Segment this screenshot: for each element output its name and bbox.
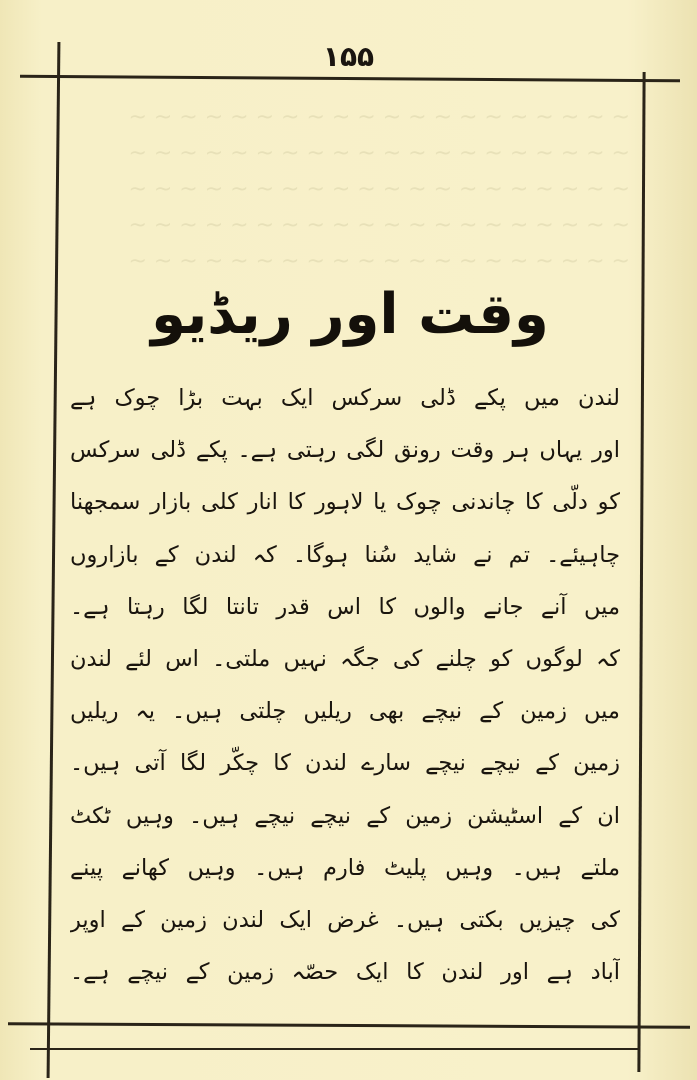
text-line: آباد ہے اور لندن کا ایک حصّہ زمین کے نیچے ہے۔ <box>70 959 620 986</box>
text-line: ملتے ہیں۔ وہیں پلیٹ فارم ہیں۔ وہیں کھانے پینے <box>70 854 620 881</box>
bottom-border-rule <box>8 1022 690 1029</box>
text-line: لندن میں پکے ڈلی سرکس ایک بہت بڑا چوک ہے <box>70 385 620 411</box>
text-line: کو دلّی کا چاندنی چوک یا لاہور کا انار کلی بازار سمجھنا <box>70 489 620 516</box>
text-line: زمین کے نیچے نیچے سارے لندن کا چکّر لگا آتی ہیں۔ <box>70 750 620 777</box>
text-line: کہ لوگوں کو چلنے کی جگہ نہیں ملتی۔ اس لئے لندن <box>70 645 620 672</box>
text-line: ان کے اسٹیشن زمین کے نیچے نیچے ہیں۔ وہیں ٹکٹ <box>70 802 620 829</box>
text-line: کی چیزیں بکتی ہیں۔ غرض ایک لندن زمین کے اوپر <box>70 906 620 933</box>
page-number: ۱۵۵ <box>322 40 375 73</box>
body-text <box>70 372 620 998</box>
top-border-rule <box>20 75 680 83</box>
text-line: میں آنے جانے والوں کا اس قدر تانتا لگا رہتا ہے۔ <box>70 593 620 620</box>
text-line: میں زمین کے نیچے بھی ریلیں چلتی ہیں۔ یہ ریلیں <box>70 698 620 725</box>
left-border-rule <box>47 42 61 1078</box>
page-title: وقت اور ریڈیو <box>151 282 549 347</box>
text-line: چاہیئے۔ تم نے شاید سُنا ہوگا۔ کہ لندن کے بازاروں <box>70 541 620 568</box>
right-border-rule <box>637 72 645 1072</box>
bottom-inner-rule <box>30 1048 640 1050</box>
text-line: اور یہاں ہر وقت رونق لگی رہتی ہے۔ پکے ڈلی سرکس <box>70 437 620 464</box>
bleed-through-text: ~ ~ ~ ~ ~ ~ ~ ~ ~ ~ ~ ~ ~ ~ ~ ~ ~ ~ ~ ~ ~ ~ ~ ~ ~ ~ ~ ~ ~ ~ ~ ~ ~ ~ ~ ~ ~ ~ ~ ~ ~ ~ ~ ~ ~ ~ ~ ~ ~ ~ ~ ~ ~ ~ ~ ~ ~ ~ ~ ~ ~ ~ ~ ~ ~ ~ ~ ~ ~ ~ ~ ~ ~ ~ ~ ~ ~ ~ ~ ~ ~ ~ ~ ~ ~ ~ ~ ~ ~ ~ ~ ~ ~ ~ ~ ~ ~ ~ ~ ~ <box>128 105 630 274</box>
